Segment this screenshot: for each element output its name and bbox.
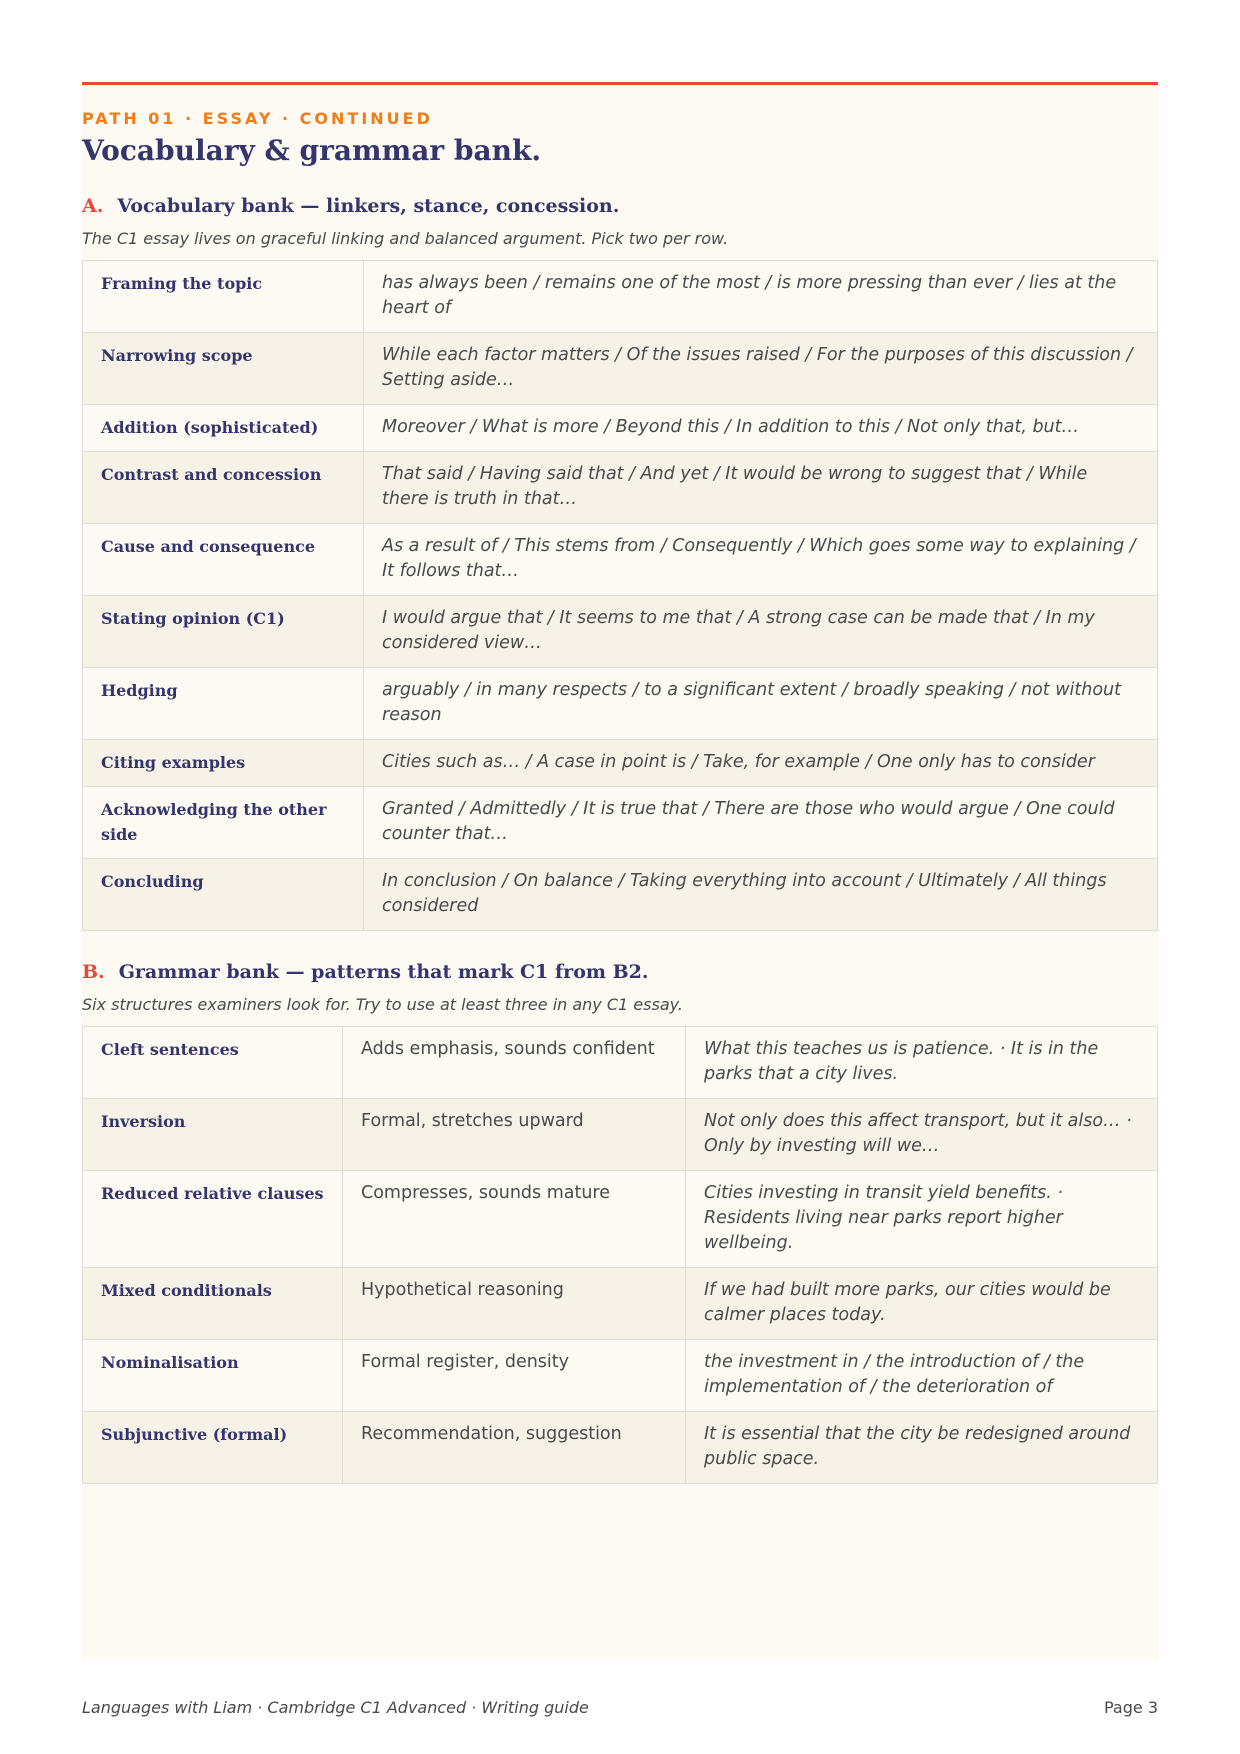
vocabulary-table: [82, 260, 1158, 931]
grammar-row: [83, 1412, 1158, 1484]
grammar-effect: Recommendation, suggestion: [343, 1412, 686, 1484]
grammar-row: [83, 1171, 1158, 1268]
vocab-phrases: arguably / in many respects / to a significant extent / broadly speaking / not without reason: [364, 668, 1158, 740]
vocab-phrases: Granted / Admittedly / It is true that / There are those who would argue / One could counter that…: [364, 787, 1158, 859]
eyebrow: PATH 01 · ESSAY · CONTINUED: [82, 109, 433, 128]
grammar-structure: Nominalisation: [83, 1340, 343, 1412]
vocab-phrases: While each factor matters / Of the issues raised / For the purposes of this discussion / Setting aside…: [364, 333, 1158, 405]
grammar-example: What this teaches us is patience. · It is in the parks that a city lives.: [686, 1027, 1158, 1099]
grammar-example: Cities investing in transit yield benefits. · Residents living near parks report higher wellbeing.: [686, 1171, 1158, 1268]
grammar-example: the investment in / the introduction of / the implementation of / the deterioration of: [686, 1340, 1158, 1412]
grammar-example: Not only does this affect transport, but it also… · Only by investing will we…: [686, 1099, 1158, 1171]
vocab-category: Contrast and concession: [83, 452, 364, 524]
page-number: Page 3: [1104, 1698, 1158, 1717]
vocab-row: [83, 859, 1158, 931]
grammar-effect: Formal register, density: [343, 1340, 686, 1412]
grammar-effect: Formal, stretches upward: [343, 1099, 686, 1171]
grammar-row: [83, 1268, 1158, 1340]
vocab-phrases: Moreover / What is more / Beyond this / In addition to this / Not only that, but…: [364, 405, 1158, 452]
vocab-row: [83, 596, 1158, 668]
vocab-row: [83, 740, 1158, 787]
vocab-category: Addition (sophisticated): [83, 405, 364, 452]
vocab-category: Hedging: [83, 668, 364, 740]
vocab-row: [83, 452, 1158, 524]
grammar-table: [82, 1026, 1158, 1484]
section-a-heading: [82, 195, 1158, 217]
grammar-example: It is essential that the city be redesigned around public space.: [686, 1412, 1158, 1484]
vocab-phrases: Cities such as… / A case in point is / Take, for example / One only has to consider: [364, 740, 1158, 787]
grammar-structure: Cleft sentences: [83, 1027, 343, 1099]
vocab-row: [83, 333, 1158, 405]
section-b-intro: Six structures examiners look for. Try to use at least three in any C1 essay.: [82, 995, 683, 1014]
vocab-category: Stating opinion (C1): [83, 596, 364, 668]
section-b-title: Grammar bank — patterns that mark C1 from B2.: [118, 961, 649, 983]
section-a-intro: The C1 essay lives on graceful linking and balanced argument. Pick two per row.: [82, 229, 729, 248]
vocab-phrases: In conclusion / On balance / Taking everything into account / Ultimately / All things considered: [364, 859, 1158, 931]
section-a-letter: A.: [82, 195, 104, 217]
vocab-row: [83, 787, 1158, 859]
page-title: Vocabulary & grammar bank.: [82, 134, 542, 167]
vocab-row: [83, 261, 1158, 333]
grammar-effect: Adds emphasis, sounds confident: [343, 1027, 686, 1099]
footer-credit: Languages with Liam · Cambridge C1 Advanced · Writing guide: [82, 1698, 589, 1717]
vocab-row: [83, 668, 1158, 740]
grammar-row: [83, 1099, 1158, 1171]
vocab-phrases: As a result of / This stems from / Consequently / Which goes some way to explaining / It follows that…: [364, 524, 1158, 596]
vocab-category: Citing examples: [83, 740, 364, 787]
grammar-row: [83, 1027, 1158, 1099]
page: [82, 82, 1158, 1660]
grammar-structure: Reduced relative clauses: [83, 1171, 343, 1268]
vocab-category: Concluding: [83, 859, 364, 931]
grammar-structure: Inversion: [83, 1099, 343, 1171]
vocab-phrases: That said / Having said that / And yet / It would be wrong to suggest that / While there is truth in that…: [364, 452, 1158, 524]
grammar-effect: Compresses, sounds mature: [343, 1171, 686, 1268]
grammar-effect: Hypothetical reasoning: [343, 1268, 686, 1340]
vocab-category: Acknowledging the other side: [83, 787, 364, 859]
vocab-category: Framing the topic: [83, 261, 364, 333]
vocab-row: [83, 405, 1158, 452]
vocab-category: Narrowing scope: [83, 333, 364, 405]
section-b-letter: B.: [82, 961, 105, 983]
grammar-example: If we had built more parks, our cities would be calmer places today.: [686, 1268, 1158, 1340]
vocab-category: Cause and consequence: [83, 524, 364, 596]
grammar-row: [83, 1340, 1158, 1412]
section-a-title: Vocabulary bank — linkers, stance, concession.: [117, 195, 620, 217]
vocab-row: [83, 524, 1158, 596]
vocab-phrases: has always been / remains one of the most / is more pressing than ever / lies at the heart of: [364, 261, 1158, 333]
section-b-heading: [82, 961, 1158, 983]
vocab-phrases: I would argue that / It seems to me that / A strong case can be made that / In my considered view…: [364, 596, 1158, 668]
grammar-structure: Subjunctive (formal): [83, 1412, 343, 1484]
grammar-structure: Mixed conditionals: [83, 1268, 343, 1340]
